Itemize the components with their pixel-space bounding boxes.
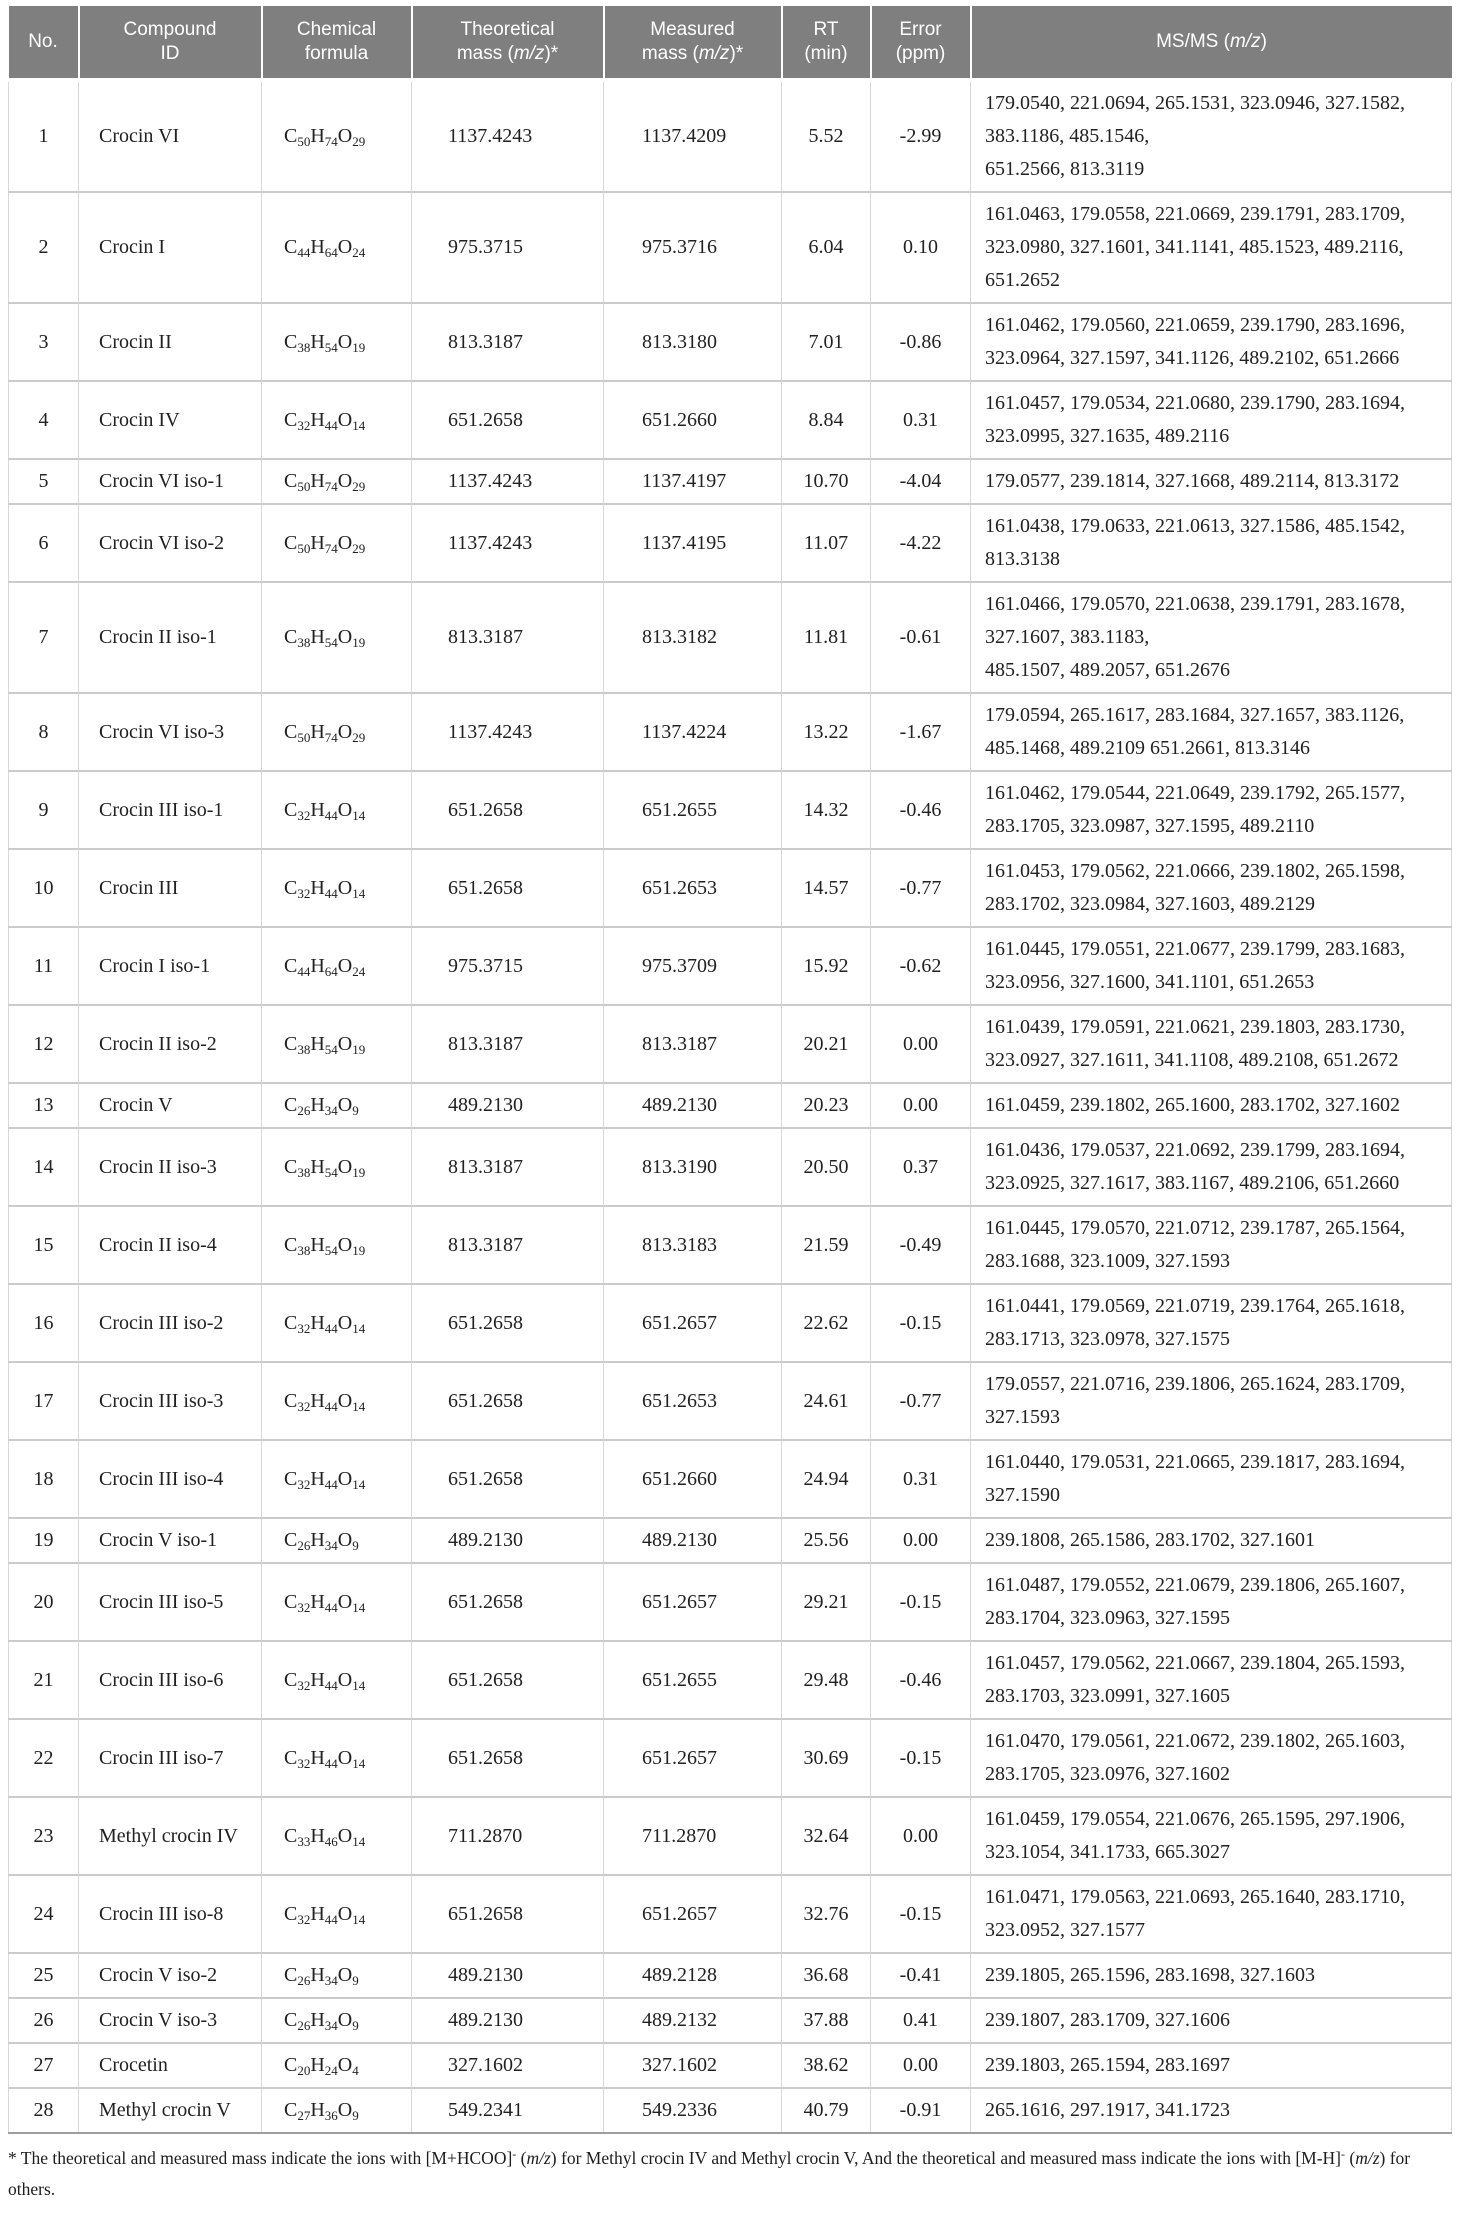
measured-mass-cell: 1137.4195 (604, 504, 782, 582)
compound-table (8, 6, 1452, 2134)
compound-id-cell: Crocin V iso-1 (79, 1518, 262, 1563)
compound-id-cell: Crocin IV (79, 381, 262, 459)
table-row (9, 459, 1452, 504)
measured-mass-cell: 651.2660 (604, 1440, 782, 1518)
table-body (9, 80, 1452, 2133)
measured-mass-cell: 711.2870 (604, 1797, 782, 1875)
table-row (9, 1998, 1452, 2043)
chemical-formula-cell: $C_{38}H_{54}O_{19}$ (262, 303, 412, 381)
rt-cell: 32.64 (782, 1797, 871, 1875)
table-footnote: * The theoretical and measured mass indicate the ions with [M+HCOO]- (m/z) for Methyl crocin IV and Methyl crocin V, And the theoretical and measured mass indicate the ions with [M-H]- (m/z) for others. (8, 2147, 1411, 2199)
table-row (9, 2088, 1452, 2133)
error-cell: 0.00 (871, 2043, 971, 2088)
compound-id-cell: Crocin III iso-2 (79, 1284, 262, 1362)
error-cell: 0.10 (871, 192, 971, 303)
error-cell: -0.91 (871, 2088, 971, 2133)
measured-mass-cell: 1137.4197 (604, 459, 782, 504)
table-row (9, 1362, 1452, 1440)
table-header (9, 6, 1452, 80)
row-number-cell: 26 (9, 1998, 79, 2043)
rt-cell: 29.48 (782, 1641, 871, 1719)
compound-id-cell: Crocin VI iso-3 (79, 693, 262, 771)
theoretical-mass-cell: 651.2658 (412, 1875, 604, 1953)
measured-mass-cell: 489.2130 (604, 1518, 782, 1563)
column-header-msms: MS/MS (m/z) (971, 6, 1452, 80)
table-row (9, 1797, 1452, 1875)
msms-cell: 265.1616, 297.1917, 341.1723 (971, 2088, 1452, 2133)
rt-cell: 20.50 (782, 1128, 871, 1206)
chemical-formula-cell: $C_{26}H_{34}O_9$ (262, 1953, 412, 1998)
table-row (9, 80, 1452, 192)
rt-cell: 10.70 (782, 459, 871, 504)
compound-id-cell: Crocin II iso-2 (79, 1005, 262, 1083)
msms-cell: 161.0457, 179.0534, 221.0680, 239.1790, 283.1694, 323.0995, 327.1635, 489.2116 (971, 381, 1452, 459)
error-cell: -0.15 (871, 1719, 971, 1797)
chemical-formula-cell: $C_{50}H_{74}O_{29}$ (262, 693, 412, 771)
error-cell: -4.22 (871, 504, 971, 582)
table-row (9, 693, 1452, 771)
chemical-formula-cell: $C_{44}H_{64}O_{24}$ (262, 927, 412, 1005)
row-number-cell: 8 (9, 693, 79, 771)
measured-mass-cell: 975.3709 (604, 927, 782, 1005)
msms-cell: 161.0457, 179.0562, 221.0667, 239.1804, 265.1593, 283.1703, 323.0991, 327.1605 (971, 1641, 1452, 1719)
error-cell: 0.41 (871, 1998, 971, 2043)
chemical-formula-cell: $C_{38}H_{54}O_{19}$ (262, 582, 412, 693)
table-row (9, 1128, 1452, 1206)
compound-id-cell: Crocin III iso-7 (79, 1719, 262, 1797)
compound-id-cell: Crocin V iso-3 (79, 1998, 262, 2043)
msms-cell: 161.0462, 179.0560, 221.0659, 239.1790, 283.1696, 323.0964, 327.1597, 341.1126, 489.2102, 651.2666 (971, 303, 1452, 381)
row-number-cell: 4 (9, 381, 79, 459)
error-cell: 0.31 (871, 381, 971, 459)
msms-cell: 161.0453, 179.0562, 221.0666, 239.1802, 265.1598, 283.1702, 323.0984, 327.1603, 489.2129 (971, 849, 1452, 927)
error-cell: 0.00 (871, 1797, 971, 1875)
rt-cell: 11.07 (782, 504, 871, 582)
error-cell: 0.00 (871, 1518, 971, 1563)
measured-mass-cell: 651.2653 (604, 1362, 782, 1440)
measured-mass-cell: 813.3190 (604, 1128, 782, 1206)
error-cell: -0.46 (871, 771, 971, 849)
error-cell: -0.46 (871, 1641, 971, 1719)
chemical-formula-cell: $C_{32}H_{44}O_{14}$ (262, 1641, 412, 1719)
table-row (9, 1641, 1452, 1719)
row-number-cell: 20 (9, 1563, 79, 1641)
error-cell: -0.61 (871, 582, 971, 693)
theoretical-mass-cell: 651.2658 (412, 1362, 604, 1440)
rt-cell: 5.52 (782, 80, 871, 192)
row-number-cell: 27 (9, 2043, 79, 2088)
theoretical-mass-cell: 813.3187 (412, 1128, 604, 1206)
theoretical-mass-cell: 651.2658 (412, 771, 604, 849)
measured-mass-cell: 1137.4209 (604, 80, 782, 192)
rt-cell: 37.88 (782, 1998, 871, 2043)
theoretical-mass-cell: 1137.4243 (412, 459, 604, 504)
msms-cell: 161.0471, 179.0563, 221.0693, 265.1640, 283.1710, 323.0952, 327.1577 (971, 1875, 1452, 1953)
msms-cell: 179.0540, 221.0694, 265.1531, 323.0946, 327.1582, 383.1186, 485.1546, 651.2566, 813.3119 (971, 80, 1452, 192)
msms-cell: 161.0436, 179.0537, 221.0692, 239.1799, 283.1694, 323.0925, 327.1617, 383.1167, 489.2106, 651.2660 (971, 1128, 1452, 1206)
compound-id-cell: Crocetin (79, 2043, 262, 2088)
theoretical-mass-cell: 651.2658 (412, 1440, 604, 1518)
error-cell: -0.86 (871, 303, 971, 381)
error-cell: -0.49 (871, 1206, 971, 1284)
compound-id-cell: Crocin II iso-4 (79, 1206, 262, 1284)
row-number-cell: 10 (9, 849, 79, 927)
rt-cell: 11.81 (782, 582, 871, 693)
theoretical-mass-cell: 327.1602 (412, 2043, 604, 2088)
table-row (9, 1953, 1452, 1998)
theoretical-mass-cell: 489.2130 (412, 1998, 604, 2043)
error-cell: -0.15 (871, 1284, 971, 1362)
theoretical-mass-cell: 651.2658 (412, 1563, 604, 1641)
measured-mass-cell: 813.3183 (604, 1206, 782, 1284)
theoretical-mass-cell: 651.2658 (412, 381, 604, 459)
compound-id-cell: Crocin III iso-4 (79, 1440, 262, 1518)
theoretical-mass-cell: 651.2658 (412, 1719, 604, 1797)
chemical-formula-cell: $C_{50}H_{74}O_{29}$ (262, 80, 412, 192)
chemical-formula-cell: $C_{38}H_{54}O_{19}$ (262, 1005, 412, 1083)
rt-cell: 8.84 (782, 381, 871, 459)
measured-mass-cell: 489.2132 (604, 1998, 782, 2043)
measured-mass-cell: 975.3716 (604, 192, 782, 303)
column-header-theoretical-mass: Theoretical mass (m/z)* (412, 6, 604, 80)
measured-mass-cell: 813.3187 (604, 1005, 782, 1083)
row-number-cell: 9 (9, 771, 79, 849)
row-number-cell: 18 (9, 1440, 79, 1518)
row-number-cell: 7 (9, 582, 79, 693)
table-row (9, 1719, 1452, 1797)
rt-cell: 36.68 (782, 1953, 871, 1998)
chemical-formula-cell: $C_{20}H_{24}O_4$ (262, 2043, 412, 2088)
chemical-formula-cell: $C_{27}H_{36}O_9$ (262, 2088, 412, 2133)
compound-id-cell: Methyl crocin V (79, 2088, 262, 2133)
rt-cell: 13.22 (782, 693, 871, 771)
table-row (9, 1518, 1452, 1563)
error-cell: -1.67 (871, 693, 971, 771)
theoretical-mass-cell: 1137.4243 (412, 693, 604, 771)
row-number-cell: 17 (9, 1362, 79, 1440)
measured-mass-cell: 651.2657 (604, 1284, 782, 1362)
row-number-cell: 14 (9, 1128, 79, 1206)
row-number-cell: 3 (9, 303, 79, 381)
error-cell: -0.77 (871, 849, 971, 927)
msms-cell: 239.1808, 265.1586, 283.1702, 327.1601 (971, 1518, 1452, 1563)
msms-cell: 161.0445, 179.0551, 221.0677, 239.1799, 283.1683, 323.0956, 327.1600, 341.1101, 651.2653 (971, 927, 1452, 1005)
msms-cell: 161.0438, 179.0633, 221.0613, 327.1586, 485.1542, 813.3138 (971, 504, 1452, 582)
chemical-formula-cell: $C_{32}H_{44}O_{14}$ (262, 1284, 412, 1362)
table-row (9, 1284, 1452, 1362)
theoretical-mass-cell: 711.2870 (412, 1797, 604, 1875)
compound-id-cell: Crocin III iso-6 (79, 1641, 262, 1719)
theoretical-mass-cell: 813.3187 (412, 1005, 604, 1083)
rt-cell: 7.01 (782, 303, 871, 381)
msms-cell: 161.0470, 179.0561, 221.0672, 239.1802, 265.1603, 283.1705, 323.0976, 327.1602 (971, 1719, 1452, 1797)
msms-cell: 161.0459, 239.1802, 265.1600, 283.1702, 327.1602 (971, 1083, 1452, 1128)
chemical-formula-cell: $C_{44}H_{64}O_{24}$ (262, 192, 412, 303)
measured-mass-cell: 651.2657 (604, 1875, 782, 1953)
row-number-cell: 28 (9, 2088, 79, 2133)
chemical-formula-cell: $C_{32}H_{44}O_{14}$ (262, 1875, 412, 1953)
row-number-cell: 6 (9, 504, 79, 582)
column-header-no: No. (9, 6, 79, 80)
rt-cell: 38.62 (782, 2043, 871, 2088)
compound-id-cell: Methyl crocin IV (79, 1797, 262, 1875)
msms-cell: 239.1803, 265.1594, 283.1697 (971, 2043, 1452, 2088)
column-header-chemical-formula: Chemical formula (262, 6, 412, 80)
table-row (9, 927, 1452, 1005)
theoretical-mass-cell: 489.2130 (412, 1518, 604, 1563)
theoretical-mass-cell: 1137.4243 (412, 504, 604, 582)
compound-id-cell: Crocin III iso-3 (79, 1362, 262, 1440)
measured-mass-cell: 489.2130 (604, 1083, 782, 1128)
msms-cell: 179.0557, 221.0716, 239.1806, 265.1624, 283.1709, 327.1593 (971, 1362, 1452, 1440)
rt-cell: 20.23 (782, 1083, 871, 1128)
rt-cell: 32.76 (782, 1875, 871, 1953)
theoretical-mass-cell: 549.2341 (412, 2088, 604, 2133)
error-cell: -0.15 (871, 1875, 971, 1953)
row-number-cell: 22 (9, 1719, 79, 1797)
chemical-formula-cell: $C_{32}H_{44}O_{14}$ (262, 1719, 412, 1797)
column-header-measured-mass: Measured mass (m/z)* (604, 6, 782, 80)
chemical-formula-cell: $C_{32}H_{44}O_{14}$ (262, 849, 412, 927)
compound-id-cell: Crocin I (79, 192, 262, 303)
column-header-error: Error (ppm) (871, 6, 971, 80)
theoretical-mass-cell: 813.3187 (412, 582, 604, 693)
table-row (9, 1083, 1452, 1128)
compound-id-cell: Crocin II (79, 303, 262, 381)
error-cell: 0.31 (871, 1440, 971, 1518)
measured-mass-cell: 327.1602 (604, 2043, 782, 2088)
chemical-formula-cell: $C_{26}H_{34}O_9$ (262, 1998, 412, 2043)
measured-mass-cell: 1137.4224 (604, 693, 782, 771)
error-cell: -2.99 (871, 80, 971, 192)
error-cell: 0.00 (871, 1005, 971, 1083)
chemical-formula-cell: $C_{32}H_{44}O_{14}$ (262, 771, 412, 849)
header-row (9, 6, 1452, 80)
theoretical-mass-cell: 975.3715 (412, 192, 604, 303)
chemical-formula-cell: $C_{50}H_{74}O_{29}$ (262, 459, 412, 504)
theoretical-mass-cell: 489.2130 (412, 1083, 604, 1128)
msms-cell: 161.0459, 179.0554, 221.0676, 265.1595, 297.1906, 323.1054, 341.1733, 665.3027 (971, 1797, 1452, 1875)
row-number-cell: 24 (9, 1875, 79, 1953)
rt-cell: 24.94 (782, 1440, 871, 1518)
rt-cell: 15.92 (782, 927, 871, 1005)
rt-cell: 6.04 (782, 192, 871, 303)
theoretical-mass-cell: 651.2658 (412, 1284, 604, 1362)
msms-cell: 239.1807, 283.1709, 327.1606 (971, 1998, 1452, 2043)
theoretical-mass-cell: 489.2130 (412, 1953, 604, 1998)
measured-mass-cell: 651.2657 (604, 1563, 782, 1641)
measured-mass-cell: 813.3182 (604, 582, 782, 693)
row-number-cell: 23 (9, 1797, 79, 1875)
table-row (9, 1005, 1452, 1083)
row-number-cell: 16 (9, 1284, 79, 1362)
measured-mass-cell: 651.2655 (604, 1641, 782, 1719)
chemical-formula-cell: $C_{32}H_{44}O_{14}$ (262, 1563, 412, 1641)
theoretical-mass-cell: 651.2658 (412, 1641, 604, 1719)
compound-id-cell: Crocin III (79, 849, 262, 927)
measured-mass-cell: 549.2336 (604, 2088, 782, 2133)
measured-mass-cell: 651.2653 (604, 849, 782, 927)
row-number-cell: 12 (9, 1005, 79, 1083)
theoretical-mass-cell: 651.2658 (412, 849, 604, 927)
msms-cell: 239.1805, 265.1596, 283.1698, 327.1603 (971, 1953, 1452, 1998)
row-number-cell: 19 (9, 1518, 79, 1563)
rt-cell: 25.56 (782, 1518, 871, 1563)
rt-cell: 14.57 (782, 849, 871, 927)
theoretical-mass-cell: 813.3187 (412, 1206, 604, 1284)
chemical-formula-cell: $C_{32}H_{44}O_{14}$ (262, 1440, 412, 1518)
msms-cell: 161.0445, 179.0570, 221.0712, 239.1787, 265.1564, 283.1688, 323.1009, 327.1593 (971, 1206, 1452, 1284)
msms-cell: 179.0577, 239.1814, 327.1668, 489.2114, 813.3172 (971, 459, 1452, 504)
rt-cell: 40.79 (782, 2088, 871, 2133)
row-number-cell: 11 (9, 927, 79, 1005)
error-cell: 0.37 (871, 1128, 971, 1206)
error-cell: -0.41 (871, 1953, 971, 1998)
table-row (9, 1440, 1452, 1518)
compound-id-cell: Crocin III iso-8 (79, 1875, 262, 1953)
chemical-formula-cell: $C_{38}H_{54}O_{19}$ (262, 1206, 412, 1284)
msms-cell: 161.0439, 179.0591, 221.0621, 239.1803, 283.1730, 323.0927, 327.1611, 341.1108, 489.2108, 651.2672 (971, 1005, 1452, 1083)
compound-id-cell: Crocin I iso-1 (79, 927, 262, 1005)
rt-cell: 20.21 (782, 1005, 871, 1083)
table-row (9, 1875, 1452, 1953)
msms-cell: 179.0594, 265.1617, 283.1684, 327.1657, 383.1126, 485.1468, 489.2109 651.2661, 813.3146 (971, 693, 1452, 771)
msms-cell: 161.0440, 179.0531, 221.0665, 239.1817, 283.1694, 327.1590 (971, 1440, 1452, 1518)
chemical-formula-cell: $C_{32}H_{44}O_{14}$ (262, 381, 412, 459)
table-row (9, 192, 1452, 303)
msms-cell: 161.0463, 179.0558, 221.0669, 239.1791, 283.1709, 323.0980, 327.1601, 341.1141, 485.1523, 489.2116, 651.2652 (971, 192, 1452, 303)
rt-cell: 30.69 (782, 1719, 871, 1797)
table-row (9, 849, 1452, 927)
msms-cell: 161.0487, 179.0552, 221.0679, 239.1806, 265.1607, 283.1704, 323.0963, 327.1595 (971, 1563, 1452, 1641)
measured-mass-cell: 489.2128 (604, 1953, 782, 1998)
theoretical-mass-cell: 1137.4243 (412, 80, 604, 192)
msms-cell: 161.0466, 179.0570, 221.0638, 239.1791, 283.1678, 327.1607, 383.1183, 485.1507, 489.2057, 651.2676 (971, 582, 1452, 693)
column-header-rt: RT (min) (782, 6, 871, 80)
measured-mass-cell: 813.3180 (604, 303, 782, 381)
column-header-compound-id: Compound ID (79, 6, 262, 80)
msms-cell: 161.0462, 179.0544, 221.0649, 239.1792, 265.1577, 283.1705, 323.0987, 327.1595, 489.2110 (971, 771, 1452, 849)
error-cell: -0.15 (871, 1563, 971, 1641)
rt-cell: 24.61 (782, 1362, 871, 1440)
row-number-cell: 21 (9, 1641, 79, 1719)
row-number-cell: 13 (9, 1083, 79, 1128)
table-row (9, 303, 1452, 381)
chemical-formula-cell: $C_{38}H_{54}O_{19}$ (262, 1128, 412, 1206)
compound-id-cell: Crocin II iso-1 (79, 582, 262, 693)
rt-cell: 22.62 (782, 1284, 871, 1362)
compound-id-cell: Crocin V (79, 1083, 262, 1128)
row-number-cell: 5 (9, 459, 79, 504)
table-row (9, 582, 1452, 693)
table-row (9, 2043, 1452, 2088)
compound-id-cell: Crocin III iso-5 (79, 1563, 262, 1641)
error-cell: -0.62 (871, 927, 971, 1005)
row-number-cell: 2 (9, 192, 79, 303)
compound-id-cell: Crocin V iso-2 (79, 1953, 262, 1998)
rt-cell: 14.32 (782, 771, 871, 849)
compound-id-cell: Crocin II iso-3 (79, 1128, 262, 1206)
chemical-formula-cell: $C_{32}H_{44}O_{14}$ (262, 1362, 412, 1440)
table-row (9, 771, 1452, 849)
rt-cell: 21.59 (782, 1206, 871, 1284)
error-cell: -4.04 (871, 459, 971, 504)
measured-mass-cell: 651.2655 (604, 771, 782, 849)
table-row (9, 1206, 1452, 1284)
chemical-formula-cell: $C_{26}H_{34}O_9$ (262, 1083, 412, 1128)
measured-mass-cell: 651.2660 (604, 381, 782, 459)
chemical-formula-cell: $C_{26}H_{34}O_9$ (262, 1518, 412, 1563)
compound-id-cell: Crocin VI iso-2 (79, 504, 262, 582)
error-cell: 0.00 (871, 1083, 971, 1128)
row-number-cell: 25 (9, 1953, 79, 1998)
row-number-cell: 15 (9, 1206, 79, 1284)
theoretical-mass-cell: 975.3715 (412, 927, 604, 1005)
table-row (9, 381, 1452, 459)
error-cell: -0.77 (871, 1362, 971, 1440)
row-number-cell: 1 (9, 80, 79, 192)
measured-mass-cell: 651.2657 (604, 1719, 782, 1797)
compound-id-cell: Crocin VI (79, 80, 262, 192)
table-row (9, 1563, 1452, 1641)
compound-id-cell: Crocin III iso-1 (79, 771, 262, 849)
msms-cell: 161.0441, 179.0569, 221.0719, 239.1764, 265.1618, 283.1713, 323.0978, 327.1575 (971, 1284, 1452, 1362)
compound-id-cell: Crocin VI iso-1 (79, 459, 262, 504)
chemical-formula-cell: $C_{33}H_{46}O_{14}$ (262, 1797, 412, 1875)
theoretical-mass-cell: 813.3187 (412, 303, 604, 381)
table-row (9, 504, 1452, 582)
rt-cell: 29.21 (782, 1563, 871, 1641)
chemical-formula-cell: $C_{50}H_{74}O_{29}$ (262, 504, 412, 582)
